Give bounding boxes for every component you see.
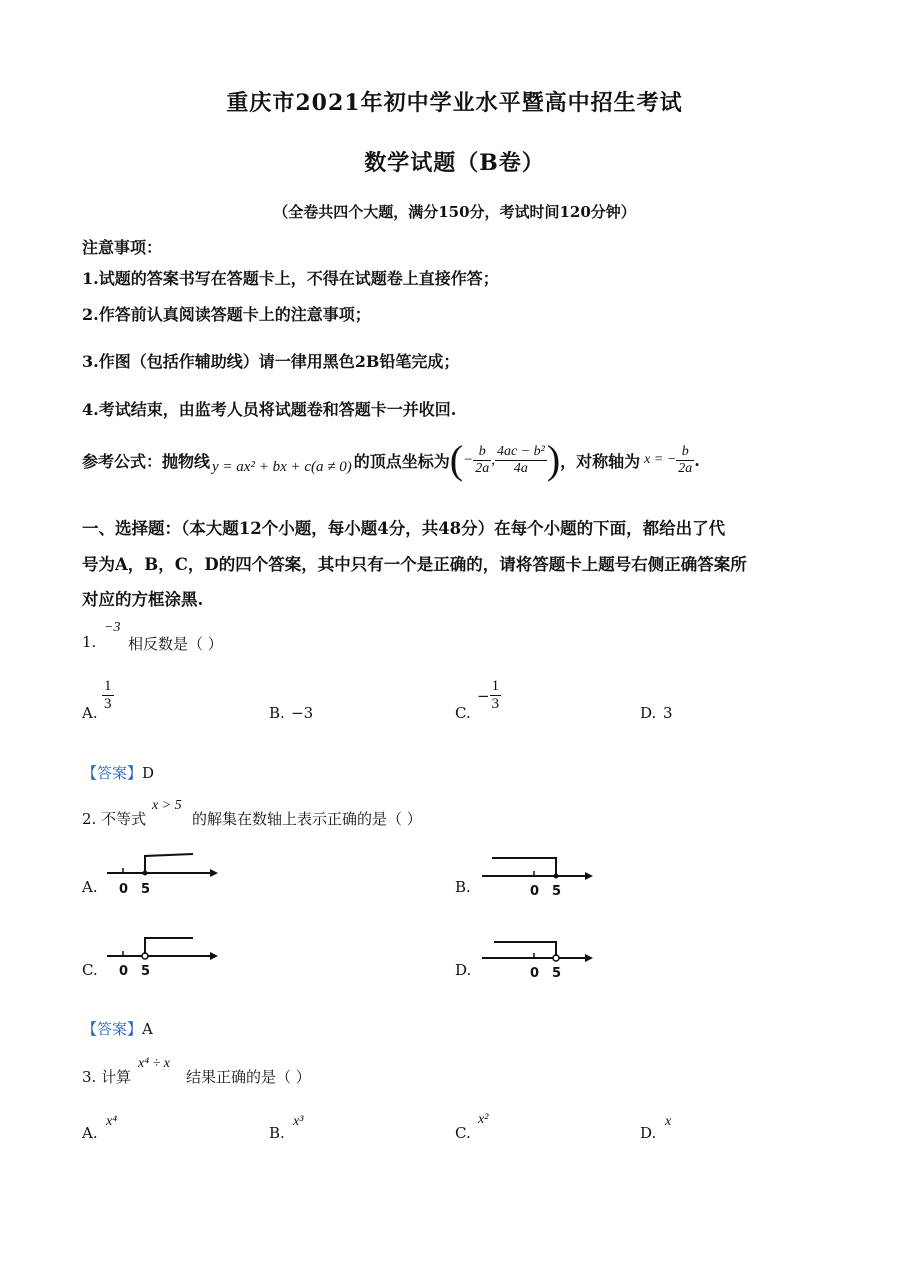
section-intro: 对应的方框涂黑.: [82, 590, 204, 609]
tick-label-5: 5: [552, 884, 562, 898]
arrow-head: [585, 954, 593, 962]
vertex-y-fraction: $\frac{\text{4ac − b²}}{4a}$: [496, 443, 545, 476]
q3-choice-b-value: x³: [293, 1114, 304, 1129]
q1-choice-a-label: A.: [82, 704, 98, 722]
q3-choice-c-value: x²: [478, 1112, 489, 1127]
note-item: 3.作图（包括作辅助线）请一律用黑色2B铅笔完成；: [82, 352, 460, 371]
section-intro: 号为A，B，C，D的四个答案，其中只有一个是正确的，请将答题卡上题号右侧正确答案所: [82, 555, 747, 574]
exam-info: （全卷共四个大题，满分150分，考试时间120分钟）: [273, 203, 636, 221]
q3-text: 结果正确的是（ ）: [186, 1068, 311, 1086]
right-paren: ): [546, 437, 561, 482]
arrow-head: [210, 869, 218, 877]
q2-answer: [82, 1018, 153, 1039]
axis-lhs: x = −: [644, 452, 677, 467]
tick-label-0: 0: [530, 966, 540, 980]
q2-text: 的解集在数轴上表示正确的是（ ）: [192, 810, 422, 828]
q1-choice-a-value: $\frac{1}{3}$: [104, 678, 112, 712]
tick-label-5: 5: [552, 966, 562, 980]
solution-bracket: [145, 854, 193, 873]
exam-subject: 数学试题（B卷）: [364, 150, 545, 176]
parabola-equation: y = ax² + bx + c(a ≠ 0): [212, 458, 352, 475]
arrow-head: [585, 872, 593, 880]
note-item: 2.作答前认真阅读答题卡上的注意事项；: [82, 305, 371, 324]
q3-choice-a-value: x⁴: [106, 1114, 118, 1129]
q3-choice-d-label: D.: [640, 1124, 657, 1142]
q3-choice-b-label: B.: [269, 1124, 285, 1142]
reference-formula: 参考公式：抛物线 y = ax² + bx + c(a ≠ 0) 的顶点坐标为 ( − $\frac{b}{2a}$ , $\frac{\text{4ac − b²}}{4a}$ ) ，对称轴为 x = − $\frac{b}{2a}$ .: [82, 437, 700, 482]
q2-choice-a-numberline: [105, 848, 220, 898]
q2-choice-b-label: B.: [455, 878, 471, 896]
tick-label-0: 0: [530, 884, 540, 898]
solution-bracket: [145, 938, 193, 954]
answer-value: A: [142, 1020, 153, 1038]
q1-text: 相反数是（ ）: [128, 635, 223, 653]
q1-choice-d-label: D.: [640, 704, 657, 722]
arrow-head: [210, 952, 218, 960]
answer-tag: 【答案】: [82, 1020, 143, 1038]
q2-choice-c-label: C.: [82, 961, 98, 979]
q1-choice-b-value: −3: [291, 704, 314, 722]
q2-choice-b-numberline: [480, 848, 595, 898]
q1-number: 1.: [82, 633, 97, 651]
note-item: 1.试题的答案书写在答题卡上，不得在试题卷上直接作答；: [82, 269, 499, 288]
tick-label-5: 5: [141, 882, 151, 897]
q3-number: 3. 计算: [82, 1068, 132, 1086]
answer-value: D: [142, 764, 155, 782]
q1-choice-c-value: − $\frac{1}{3}$: [477, 678, 500, 712]
left-paren: (: [449, 437, 464, 482]
axis-label: ，对称轴为: [560, 451, 641, 471]
solution-bracket: [492, 858, 556, 876]
q2-number: 2. 不等式: [82, 810, 147, 828]
q1-answer: [82, 762, 154, 783]
q2-choice-a-label: A.: [82, 878, 98, 896]
note-item: 4.考试结束，由监考人员将试题卷和答题卡一并收回.: [82, 400, 457, 419]
q3-choice-d-value: x: [665, 1114, 672, 1129]
q1-choice-b-label: B.: [269, 704, 285, 722]
q1-choice-c-label: C.: [455, 704, 471, 722]
q2-choice-d-numberline: [480, 930, 595, 980]
tick-label-0: 0: [119, 882, 129, 897]
exam-title: 重庆市2021年初中学业水平暨高中招生考试: [226, 90, 683, 116]
q2-choice-c-numberline: [105, 930, 220, 980]
q1-expression: −3: [104, 620, 121, 635]
solution-bracket: [494, 942, 556, 956]
q2-expression: x > 5: [152, 798, 182, 813]
formula-label: 参考公式：抛物线: [82, 451, 211, 471]
answer-tag: 【答案】: [82, 764, 143, 782]
axis-fraction: $\frac{b}{2a}$: [678, 443, 693, 476]
q1-choice-d-value: 3: [663, 704, 673, 722]
vertex-x-fraction: $\frac{b}{2a}$: [475, 443, 490, 476]
q3-choice-c-label: C.: [455, 1124, 471, 1142]
tick-label-0: 0: [119, 964, 129, 979]
tick-label-5: 5: [141, 964, 151, 979]
q2-choice-d-label: D.: [455, 961, 472, 979]
notes-heading: 注意事项：: [82, 238, 163, 257]
section-intro: 一、选择题：（本大题12个小题，每小题4分，共48分）在每个小题的下面，都给出了代: [82, 519, 726, 538]
vertex-label: 的顶点坐标为: [353, 451, 450, 471]
q3-choice-a-label: A.: [82, 1124, 98, 1142]
q3-expression: x⁴ ÷ x: [138, 1056, 170, 1071]
